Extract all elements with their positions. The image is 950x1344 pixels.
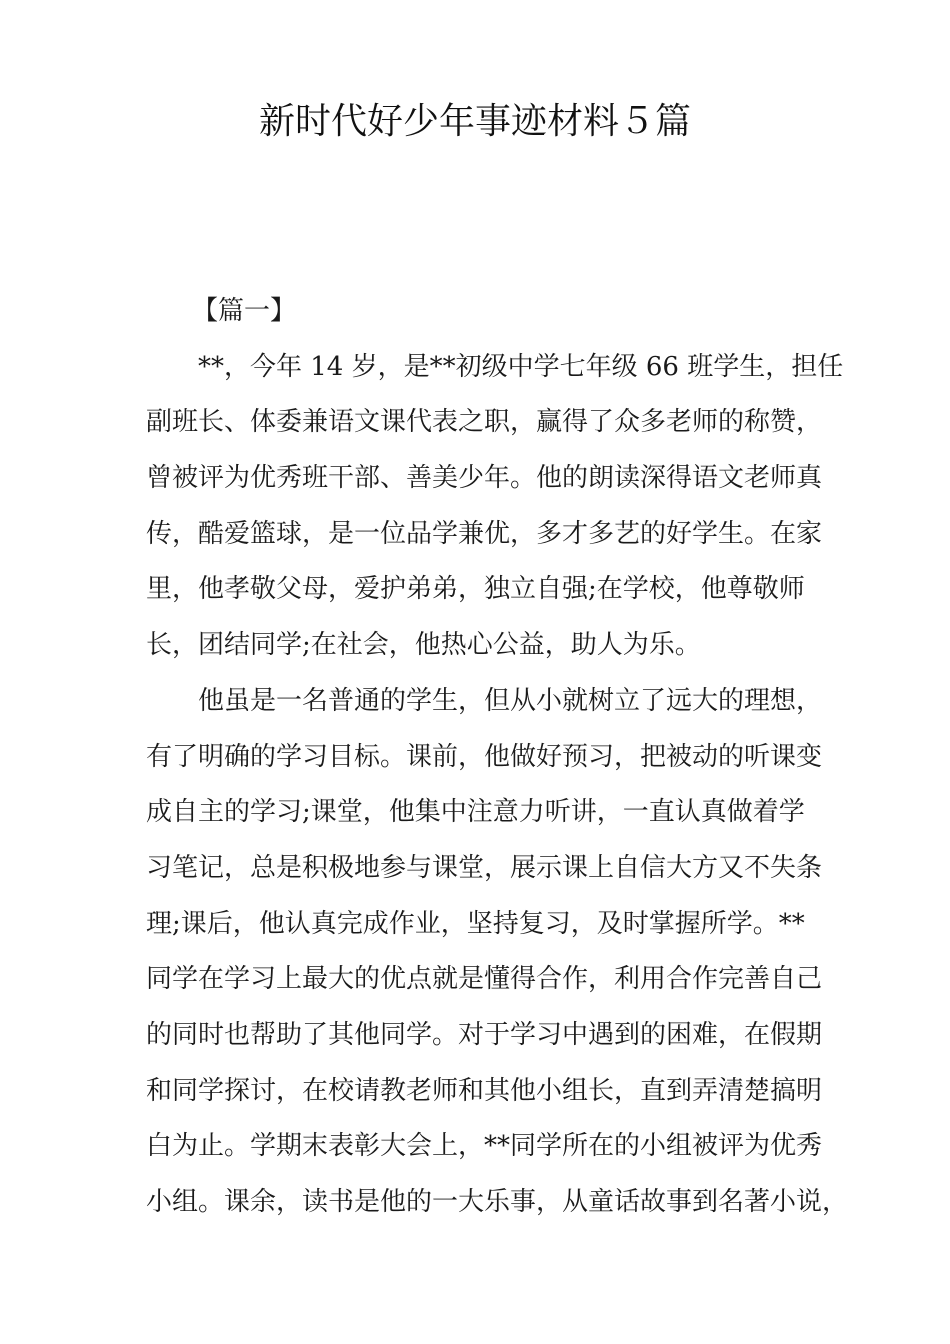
paragraph-line: 习笔记，总是积极地参与课堂，展示课上自信大方又不失条 <box>146 852 823 883</box>
paragraph-line: 和同学探讨，在校请教老师和其他小组长，直到弄清楚搞明 <box>146 1075 823 1106</box>
paragraph-line: 里，他孝敬父母，爱护弟弟，独立自强;在学校，他尊敬师 <box>146 574 805 605</box>
document-title: 新时代好少年事迹材料５篇 <box>258 101 691 142</box>
paragraph-line: 的同时也帮助了其他同学。对于学习中遇到的困难，在假期 <box>146 1019 823 1050</box>
paragraph-line: 传，酷爱篮球，是一位品学兼优，多才多艺的好学生。在家 <box>146 518 823 549</box>
paragraph-line: 成自主的学习;课堂，他集中注意力听讲，一直认真做着学 <box>146 797 805 828</box>
paragraph-line: 曾被评为优秀班干部、善美少年。他的朗读深得语文老师真 <box>146 463 823 494</box>
paragraph-2 <box>146 674 849 1231</box>
paragraph-line: 白为止。学期末表彰大会上，**同学所在的小组被评为优秀 <box>146 1131 823 1162</box>
paragraph-line: 同学在学习上最大的优点就是懂得合作，利用合作完善自己 <box>146 964 823 995</box>
paragraph-line: 长，团结同学;在社会，他热心公益，助人为乐。 <box>146 630 701 661</box>
paragraph-line: 理;课后，他认真完成作业，坚持复习，及时掌握所学。** <box>146 908 805 939</box>
paragraph-1 <box>146 340 844 674</box>
paragraph-line: 有了明确的学习目标。课前，他做好预习，把被动的听课变 <box>146 741 823 772</box>
section-label: 【篇一】 <box>192 296 297 326</box>
paragraph-line: 他虽是一名普通的学生，但从小就树立了远大的理想， <box>198 685 823 716</box>
paragraph-line: 副班长、体委兼语文课代表之职，赢得了众多老师的称赞， <box>146 407 823 438</box>
paragraph-line: 小组。课余，读书是他的一大乐事，从童话故事到名著小说， <box>146 1187 849 1217</box>
paragraph-line: **，今年 14 岁，是**初级中学七年级 66 班学生，担任 <box>198 351 844 382</box>
document-body <box>146 284 849 1231</box>
